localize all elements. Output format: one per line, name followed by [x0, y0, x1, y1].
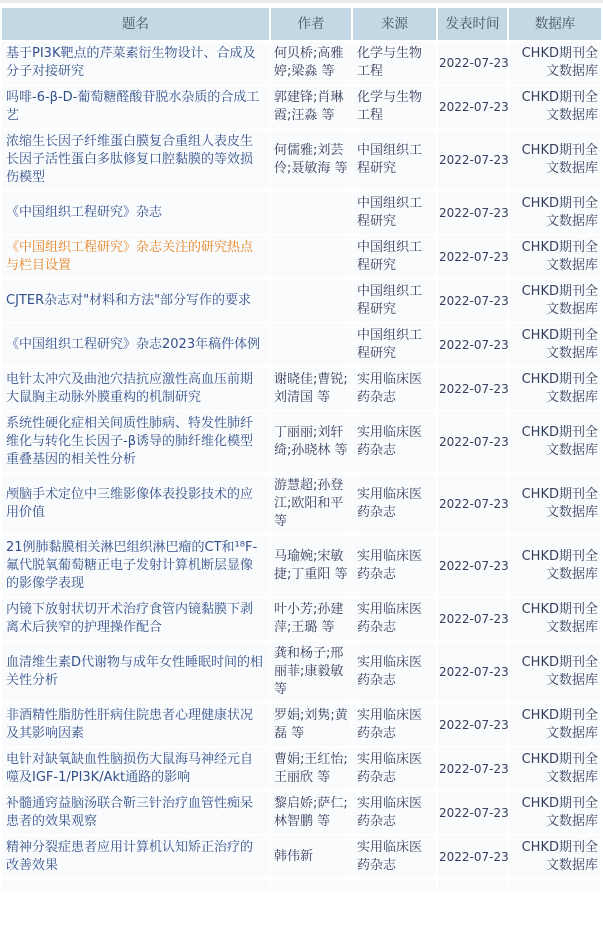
column-header-database: 数据库 — [509, 8, 601, 40]
authors-cell — [271, 280, 351, 322]
article-title-link[interactable]: 吗啡-6-β-D-葡萄糖醛酸苷脱水杂质的合成工艺 — [6, 90, 260, 123]
table-row — [2, 42, 601, 84]
publish-date-cell: 2022-07-23 — [438, 130, 507, 190]
column-header-author: 作者 — [271, 8, 351, 40]
authors-cell: 谢晓佳;曹锐;刘清国 等 — [271, 368, 351, 410]
partial-cell — [353, 880, 436, 890]
article-title-link[interactable]: 浓缩生长因子纤维蛋白膜复合重组人表皮生长因子活性蛋白多肽修复口腔黏膜的等效损伤模型 — [6, 134, 254, 185]
title-cell — [2, 642, 269, 702]
publish-date-cell: 2022-07-23 — [438, 280, 507, 322]
article-title-link[interactable]: 《中国组织工程研究》杂志关注的研究热点与栏目设置 — [6, 240, 254, 273]
authors-cell: 龚和杨子;邢丽菲;康毅敏 等 — [271, 642, 351, 702]
title-cell — [2, 280, 269, 322]
column-header-source: 来源 — [353, 8, 436, 40]
article-title-link[interactable]: 血清维生素D代谢物与成年女性睡眠时间的相关性分析 — [6, 655, 264, 688]
table-row — [2, 704, 601, 746]
title-cell — [2, 704, 269, 746]
source-cell: 实用临床医药杂志 — [353, 536, 436, 596]
authors-cell: 丁丽丽;刘轩绮;孙晓林 等 — [271, 412, 351, 472]
publish-date-cell: 2022-07-23 — [438, 704, 507, 746]
authors-cell: 郭建锋;肖琳霞;汪淼 等 — [271, 86, 351, 128]
source-cell: 实用临床医药杂志 — [353, 642, 436, 702]
source-cell: 实用临床医药杂志 — [353, 836, 436, 878]
publish-date-cell: 2022-07-23 — [438, 236, 507, 278]
title-cell — [2, 412, 269, 472]
publish-date-cell: 2022-07-23 — [438, 192, 507, 234]
article-title-link[interactable]: 精神分裂症患者应用计算机认知矫正治疗的改善效果 — [6, 840, 254, 873]
authors-cell: 韩伟新 — [271, 836, 351, 878]
table-row-partial — [2, 880, 601, 890]
partial-cell — [438, 880, 507, 890]
column-header-date: 发表时间 — [438, 8, 507, 40]
table-row — [2, 412, 601, 472]
database-cell: CHKD期刊全文数据库 — [509, 236, 601, 278]
article-title-link[interactable]: 内镜下放射状切开术治疗食管内镜黏膜下剥离术后狭窄的护理操作配合 — [6, 602, 254, 635]
article-title-link[interactable]: 《中国组织工程研究》杂志2023年稿件体例 — [6, 337, 261, 352]
source-cell: 实用临床医药杂志 — [353, 704, 436, 746]
article-title-link[interactable]: CJTER杂志对"材料和方法"部分写作的要求 — [6, 293, 252, 308]
database-cell: CHKD期刊全文数据库 — [509, 368, 601, 410]
database-cell: CHKD期刊全文数据库 — [509, 792, 601, 834]
table-row — [2, 368, 601, 410]
article-title-link[interactable]: 电针对缺氧缺血性脑损伤大鼠海马神经元自噬及IGF-1/PI3K/Akt通路的影响 — [6, 752, 254, 785]
table-row — [2, 598, 601, 640]
database-cell: CHKD期刊全文数据库 — [509, 86, 601, 128]
authors-cell: 曹娟;王红怡;王丽欣 等 — [271, 748, 351, 790]
database-cell: CHKD期刊全文数据库 — [509, 280, 601, 322]
source-cell: 中国组织工程研究 — [353, 130, 436, 190]
database-cell: CHKD期刊全文数据库 — [509, 324, 601, 366]
source-cell: 中国组织工程研究 — [353, 324, 436, 366]
database-cell: CHKD期刊全文数据库 — [509, 130, 601, 190]
table-row — [2, 474, 601, 534]
article-title-link[interactable]: 系统性硬化症相关间质性肺病、特发性肺纤维化与转化生长因子-β诱导的肺纤维化模型重叠基因的相关性分析 — [6, 416, 254, 467]
authors-cell: 游慧超;孙登江;欧阳和平 等 — [271, 474, 351, 534]
article-title-link[interactable]: 颅脑手术定位中三维影像体表投影技术的应用价值 — [6, 487, 254, 520]
publish-date-cell: 2022-07-23 — [438, 42, 507, 84]
database-cell: CHKD期刊全文数据库 — [509, 598, 601, 640]
table-row — [2, 836, 601, 878]
source-cell: 化学与生物工程 — [353, 42, 436, 84]
article-title-link[interactable]: 21例肺黏膜相关淋巴组织淋巴瘤的CT和¹⁸F-氟代脱氧葡萄糖正电子发射计算机断层显像的影像学表现 — [6, 540, 258, 591]
table-row — [2, 280, 601, 322]
table-row — [2, 86, 601, 128]
title-cell — [2, 748, 269, 790]
publish-date-cell: 2022-07-23 — [438, 642, 507, 702]
partial-cell — [2, 880, 269, 890]
source-cell: 实用临床医药杂志 — [353, 368, 436, 410]
database-cell: CHKD期刊全文数据库 — [509, 412, 601, 472]
title-cell — [2, 236, 269, 278]
source-cell: 中国组织工程研究 — [353, 192, 436, 234]
authors-cell — [271, 324, 351, 366]
partial-cell — [271, 880, 351, 890]
title-cell — [2, 792, 269, 834]
publish-date-cell: 2022-07-23 — [438, 368, 507, 410]
database-cell: CHKD期刊全文数据库 — [509, 474, 601, 534]
source-cell: 实用临床医药杂志 — [353, 474, 436, 534]
source-cell: 实用临床医药杂志 — [353, 598, 436, 640]
database-cell: CHKD期刊全文数据库 — [509, 836, 601, 878]
table-row — [2, 236, 601, 278]
publish-date-cell: 2022-07-23 — [438, 748, 507, 790]
title-cell — [2, 836, 269, 878]
title-cell — [2, 598, 269, 640]
source-cell: 实用临床医药杂志 — [353, 792, 436, 834]
table-row — [2, 642, 601, 702]
article-title-link[interactable]: 非酒精性脂肪性肝病住院患者心理健康状况及其影响因素 — [6, 708, 254, 741]
table-row — [2, 192, 601, 234]
database-cell: CHKD期刊全文数据库 — [509, 704, 601, 746]
source-cell: 实用临床医药杂志 — [353, 748, 436, 790]
results-body — [2, 42, 601, 890]
title-cell — [2, 86, 269, 128]
publish-date-cell: 2022-07-23 — [438, 474, 507, 534]
database-cell: CHKD期刊全文数据库 — [509, 42, 601, 84]
publish-date-cell: 2022-07-23 — [438, 536, 507, 596]
title-cell — [2, 192, 269, 234]
database-cell: CHKD期刊全文数据库 — [509, 748, 601, 790]
title-cell — [2, 368, 269, 410]
publish-date-cell: 2022-07-23 — [438, 324, 507, 366]
column-header-title: 题名 — [2, 8, 269, 40]
source-cell: 化学与生物工程 — [353, 86, 436, 128]
authors-cell: 罗娟;刘隽;黄磊 等 — [271, 704, 351, 746]
table-row — [2, 748, 601, 790]
table-row — [2, 324, 601, 366]
source-cell: 实用临床医药杂志 — [353, 412, 436, 472]
publish-date-cell: 2022-07-23 — [438, 792, 507, 834]
authors-cell: 叶小芳;孙建萍;王璐 等 — [271, 598, 351, 640]
table-row — [2, 536, 601, 596]
database-cell: CHKD期刊全文数据库 — [509, 642, 601, 702]
source-cell: 中国组织工程研究 — [353, 236, 436, 278]
source-cell: 中国组织工程研究 — [353, 280, 436, 322]
header-row — [2, 8, 601, 40]
article-title-link[interactable]: 基于PI3K靶点的芹菜素衍生物设计、合成及分子对接研究 — [6, 46, 256, 79]
article-title-link[interactable]: 补髓通窍益脑汤联合靳三针治疗血管性痴呆患者的效果观察 — [6, 796, 254, 829]
title-cell — [2, 324, 269, 366]
database-cell: CHKD期刊全文数据库 — [509, 536, 601, 596]
title-cell — [2, 130, 269, 190]
table-row — [2, 792, 601, 834]
title-cell — [2, 42, 269, 84]
authors-cell: 何贝桥;高雅婷;梁淼 等 — [271, 42, 351, 84]
title-cell — [2, 474, 269, 534]
publish-date-cell: 2022-07-23 — [438, 412, 507, 472]
table-row — [2, 130, 601, 190]
partial-cell — [509, 880, 601, 890]
authors-cell: 黎启娇;萨仁;林智鹏 等 — [271, 792, 351, 834]
authors-cell — [271, 192, 351, 234]
publish-date-cell: 2022-07-23 — [438, 86, 507, 128]
title-cell — [2, 536, 269, 596]
results-table — [0, 6, 603, 892]
publish-date-cell: 2022-07-23 — [438, 836, 507, 878]
authors-cell — [271, 236, 351, 278]
publish-date-cell: 2022-07-23 — [438, 598, 507, 640]
top-divider — [0, 0, 603, 3]
article-title-link[interactable]: 《中国组织工程研究》杂志 — [6, 205, 163, 220]
article-title-link[interactable]: 电针太冲穴及曲池穴拮抗应激性高血压前期大鼠胸主动脉外膜重构的机制研究 — [6, 372, 254, 405]
database-cell: CHKD期刊全文数据库 — [509, 192, 601, 234]
authors-cell: 何儒雅;刘芸伶;聂敏海 等 — [271, 130, 351, 190]
authors-cell: 马瑜婉;宋敏捷;丁重阳 等 — [271, 536, 351, 596]
